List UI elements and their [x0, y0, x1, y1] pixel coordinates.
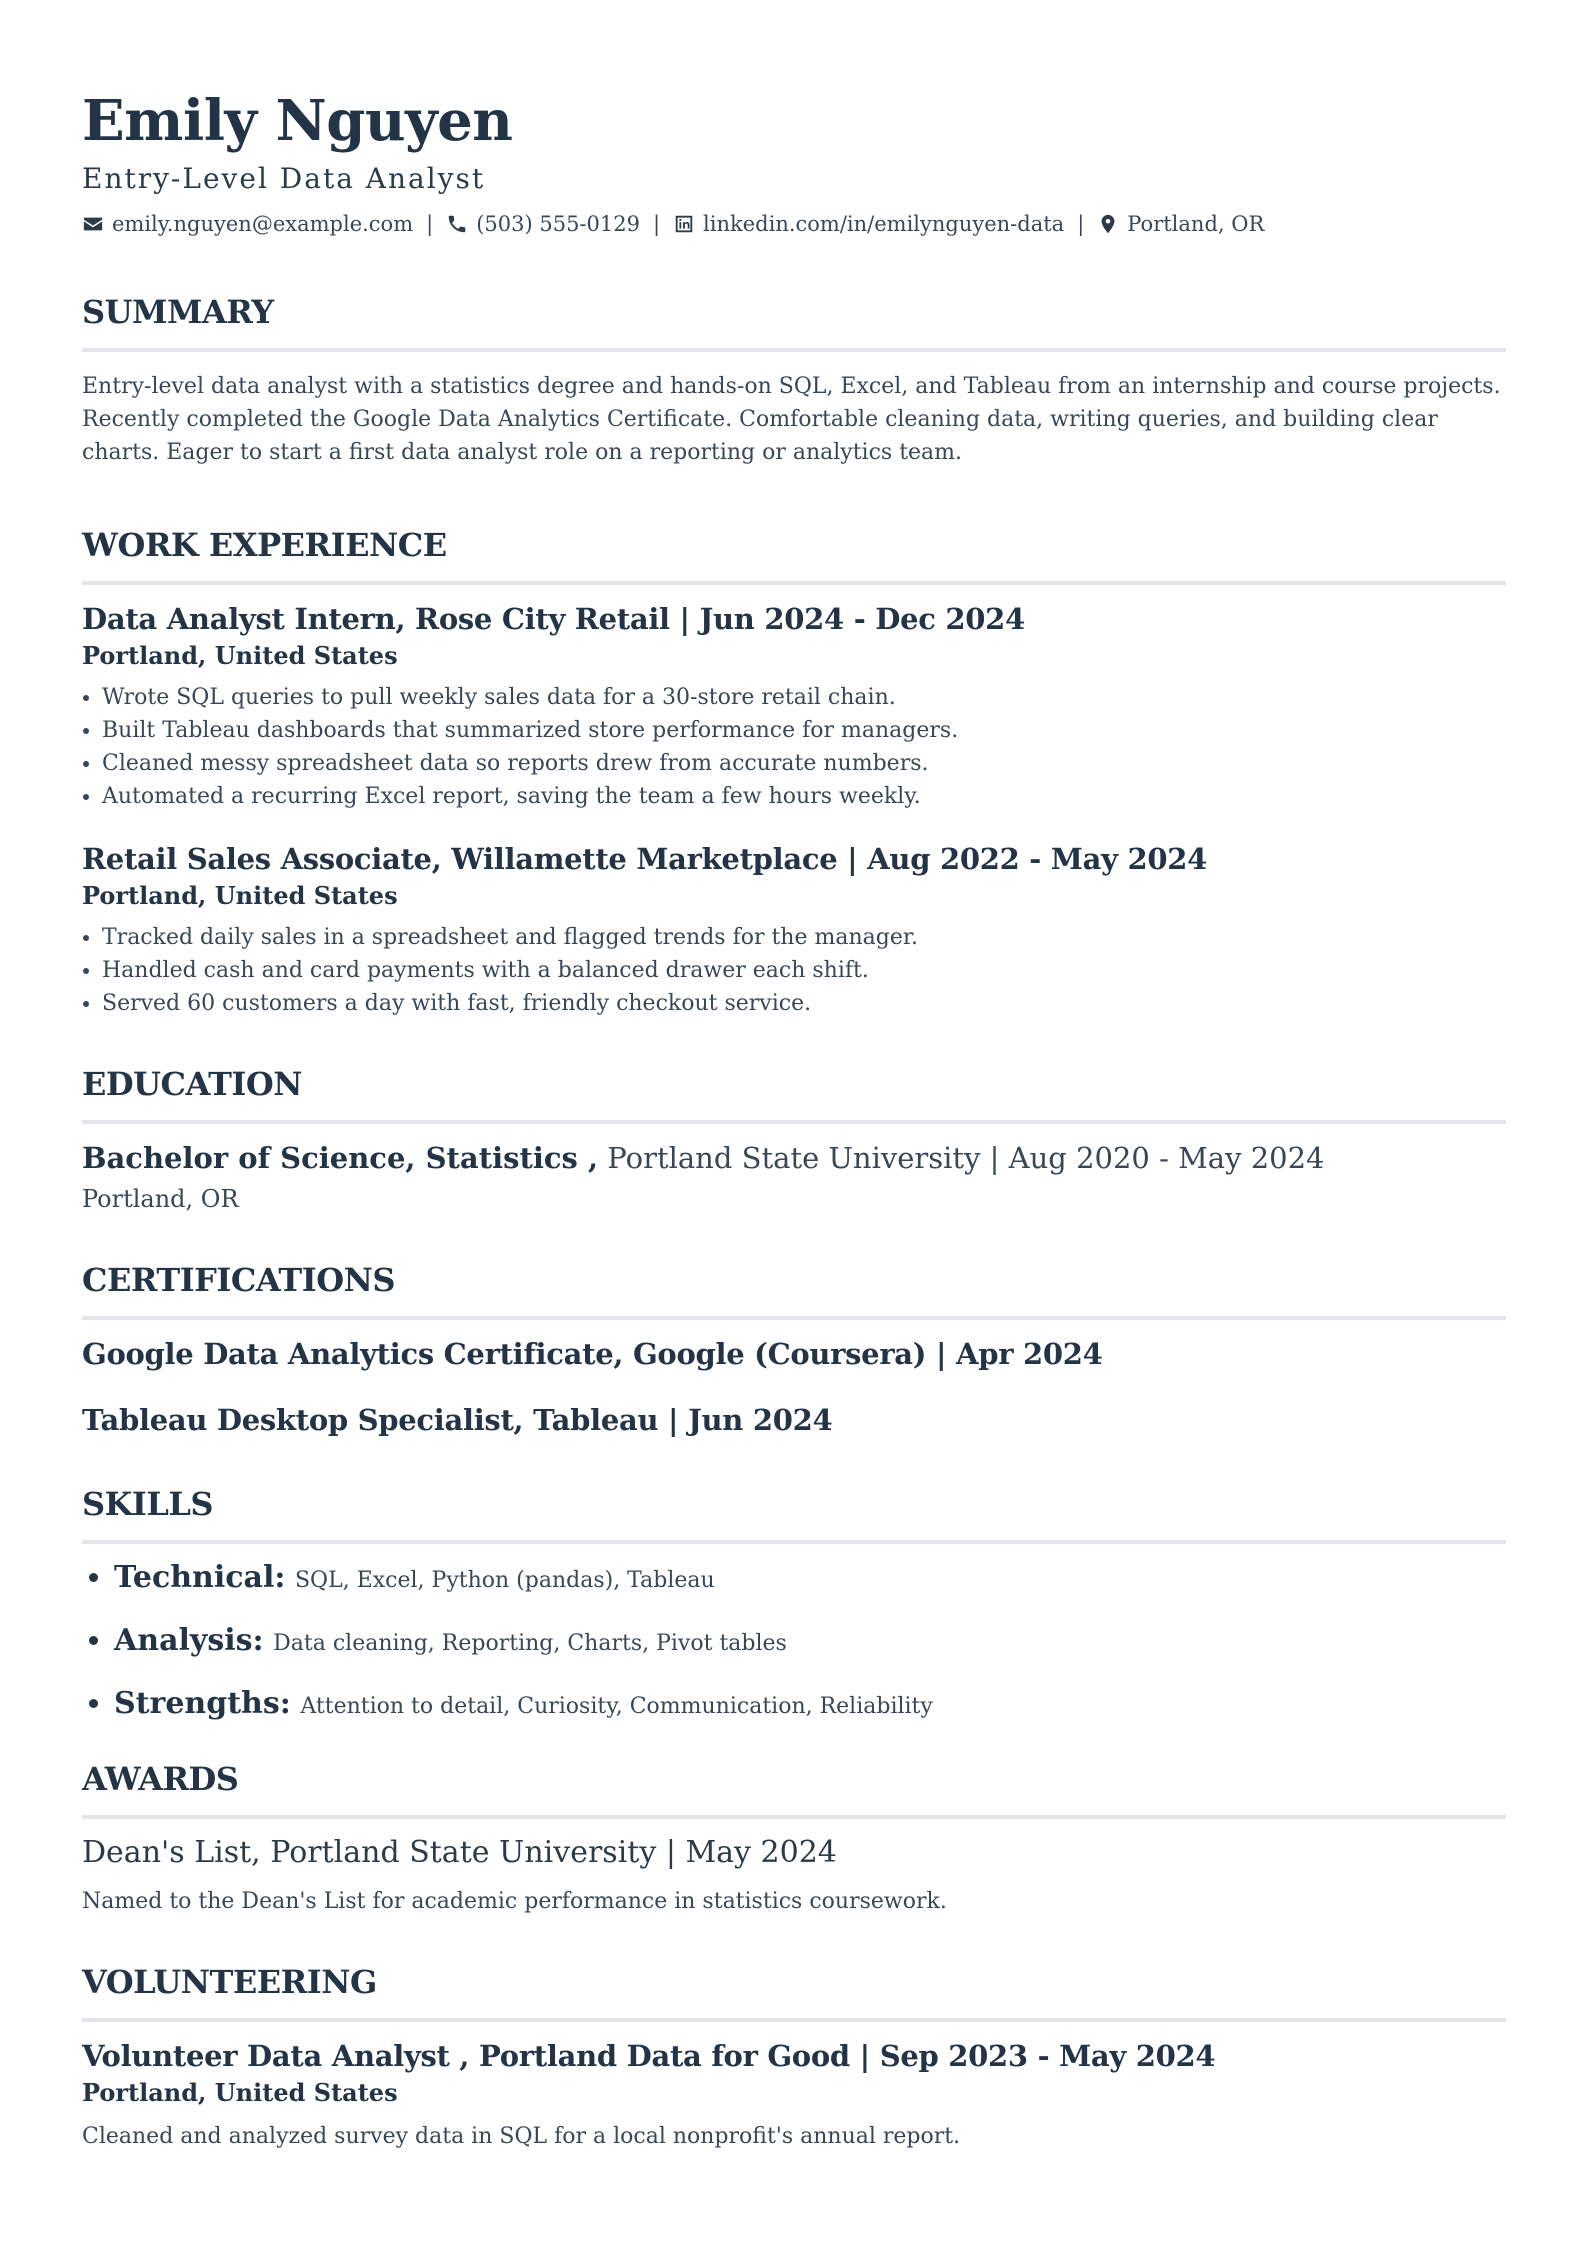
- school-dates: Portland State University | Aug 2020 - May 2024: [607, 1141, 1325, 1175]
- section-title: SKILLS: [82, 1485, 213, 1523]
- contact-phone[interactable]: [446, 210, 640, 238]
- candidate-name: Emily Nguyen: [82, 88, 513, 154]
- section-title: VOLUNTEERING: [82, 1963, 377, 2001]
- job-heading: Retail Sales Associate, Willamette Marketplace | Aug 2022 - May 2024: [82, 842, 1207, 876]
- certification-item: Tableau Desktop Specialist, Tableau | Jun 2024: [82, 1403, 833, 1437]
- skill-value: Attention to detail, Curiosity, Communication, Reliability: [300, 1694, 933, 1719]
- contact-separator: |: [426, 212, 434, 236]
- section-title: EDUCATION: [82, 1065, 302, 1103]
- section-divider: [82, 2018, 1506, 2022]
- phone-icon: [446, 213, 468, 235]
- job-entry: [82, 599, 1506, 813]
- job-location: Portland, United States: [82, 881, 398, 910]
- volunteer-heading: Volunteer Data Analyst , Portland Data for Good | Sep 2023 - May 2024: [82, 2039, 1216, 2073]
- list-item: • Wrote SQL queries to pull weekly sales data for a 30-store retail chain.: [102, 681, 1506, 714]
- section-divider: [82, 1815, 1506, 1819]
- education-section: [82, 1064, 1506, 1216]
- contact-email[interactable]: [82, 210, 413, 238]
- experience-section: [82, 525, 1506, 1020]
- linkedin-icon: [673, 213, 695, 235]
- section-title: SUMMARY: [82, 293, 274, 331]
- section-divider: [82, 1540, 1506, 1544]
- skill-item: [114, 1548, 1506, 1611]
- section-divider: [82, 581, 1506, 585]
- contact-linkedin[interactable]: [673, 210, 1064, 238]
- skill-label: Analysis:: [114, 1623, 264, 1658]
- skill-item: [114, 1611, 1506, 1674]
- section-title: AWARDS: [82, 1760, 239, 1798]
- certification-item: Google Data Analytics Certificate, Google (Coursera) | Apr 2024: [82, 1337, 1103, 1371]
- education-location: Portland, OR: [82, 1185, 239, 1213]
- section-title: WORK EXPERIENCE: [82, 526, 447, 564]
- skill-value: Data cleaning, Reporting, Charts, Pivot tables: [273, 1631, 787, 1656]
- job-heading: Data Analyst Intern, Rose City Retail | Jun 2024 - Dec 2024: [82, 602, 1025, 636]
- section-title: CERTIFICATIONS: [82, 1261, 395, 1299]
- contact-bar: [82, 210, 1506, 238]
- skill-item: [114, 1674, 1506, 1737]
- contact-separator: |: [652, 212, 661, 236]
- education-entry: [82, 1138, 1506, 1178]
- certifications-section: [82, 1260, 1506, 1440]
- job-bullets: [82, 681, 1506, 813]
- skills-section: [82, 1484, 1506, 1737]
- contact-location: [1097, 210, 1264, 238]
- section-divider: [82, 348, 1506, 352]
- list-item: • Cleaned messy spreadsheet data so reports drew from accurate numbers.: [102, 747, 1506, 780]
- location-text: Portland, OR: [1127, 212, 1265, 236]
- volunteering-section: [82, 1962, 1506, 2153]
- envelope-icon: [82, 213, 104, 235]
- section-divider: [82, 1120, 1506, 1124]
- job-location: Portland, United States: [82, 641, 398, 670]
- volunteer-location: Portland, United States: [82, 2078, 398, 2107]
- map-pin-icon: [1097, 213, 1119, 235]
- contact-separator: |: [1077, 212, 1085, 236]
- list-item: • Handled cash and card payments with a balanced drawer each shift.: [102, 954, 1506, 987]
- awards-section: [82, 1759, 1506, 1918]
- award-heading: Dean's List, Portland State University | May 2024: [82, 1835, 837, 1870]
- section-divider: [82, 1316, 1506, 1320]
- volunteer-description: Cleaned and analyzed survey data in SQL for a local nonprofit's annual report.: [82, 2124, 961, 2149]
- linkedin-text: linkedin.com/in/emilynguyen-data: [703, 212, 1065, 236]
- summary-text: Entry-level data analyst with a statistics degree and hands-on SQL, Excel, and Tableau from an internship and course projects. Recently completed the Google Data Analytics Certificate. Comfortable cleaning data, writing queries, and building clear charts. Eager to start a first data analyst role on a reporting or analytics team.: [82, 374, 1501, 465]
- phone-text: (503) 555-0129: [476, 212, 640, 236]
- job-bullets: [82, 921, 1506, 1020]
- list-item: • Served 60 customers a day with fast, friendly checkout service.: [102, 987, 1506, 1020]
- skill-label: Strengths:: [114, 1686, 291, 1721]
- candidate-role: Entry-Level Data Analyst: [82, 162, 486, 195]
- list-item: • Automated a recurring Excel report, saving the team a few hours weekly.: [102, 780, 1506, 813]
- award-description: Named to the Dean's List for academic performance in statistics coursework.: [82, 1889, 947, 1914]
- email-text: emily.nguyen@example.com: [112, 212, 414, 236]
- skills-list: [82, 1548, 1506, 1737]
- summary-section: [82, 292, 1506, 469]
- list-item: • Tracked daily sales in a spreadsheet and flagged trends for the manager.: [102, 921, 1506, 954]
- skill-value: SQL, Excel, Python (pandas), Tableau: [294, 1568, 715, 1593]
- list-item: • Built Tableau dashboards that summarized store performance for managers.: [102, 714, 1506, 747]
- job-entry: [82, 839, 1506, 1020]
- degree: Bachelor of Science, Statistics ,: [82, 1141, 599, 1175]
- skill-label: Technical:: [114, 1560, 286, 1595]
